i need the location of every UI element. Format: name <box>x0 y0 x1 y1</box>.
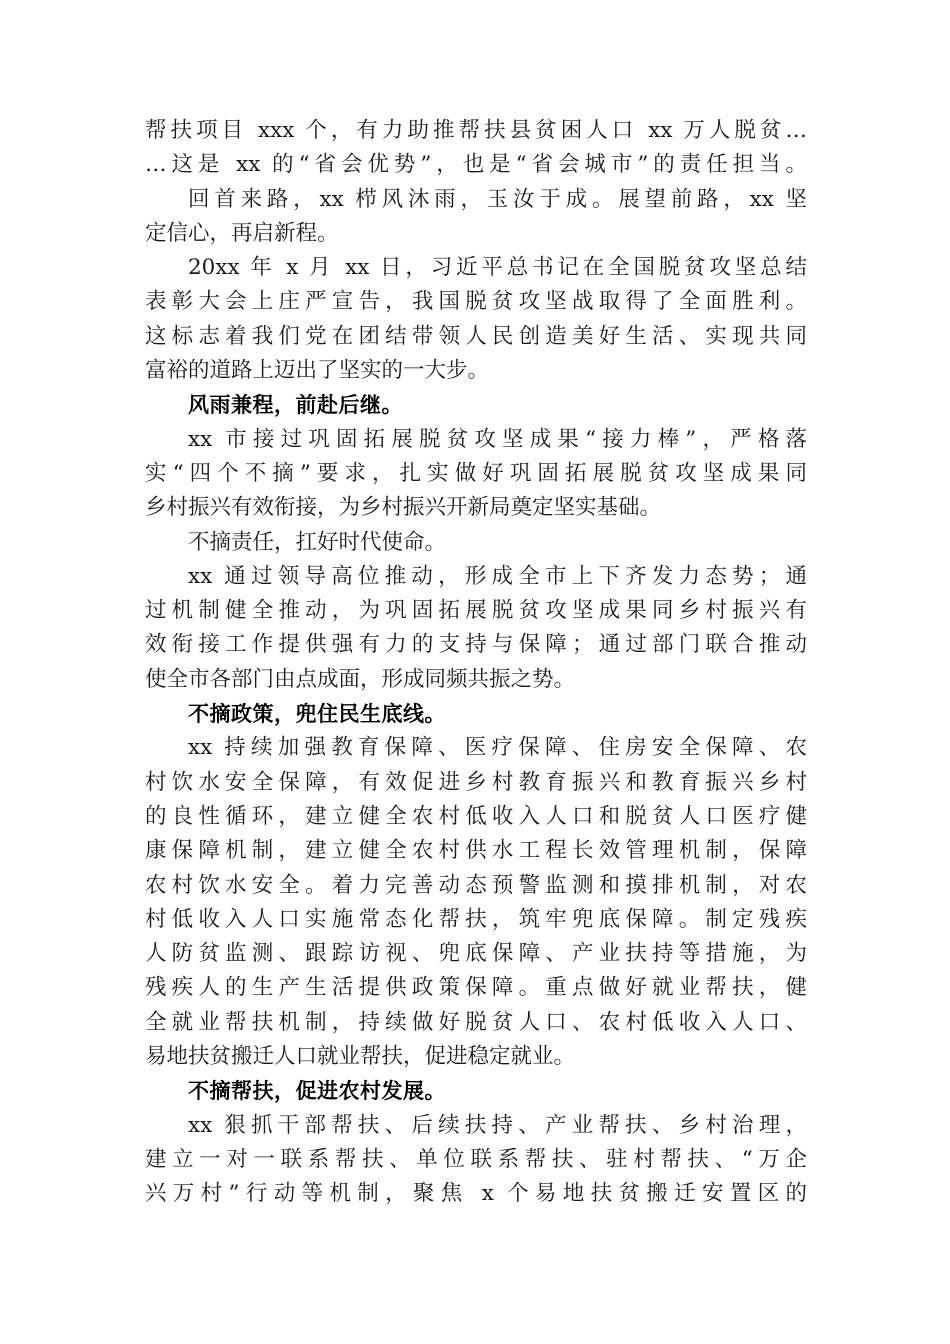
text-line: 全就业帮扶机制，持续做好脱贫人口、农村低收入人口、 <box>145 1009 807 1035</box>
text-line: 回首来路，xx 栉风沐雨，玉汝于成。展望前路，xx 坚 <box>188 186 807 212</box>
text-line: 富裕的道路上迈出了坚实的一大步。 <box>145 358 490 384</box>
paragraph <box>145 1109 807 1212</box>
section-heading <box>145 697 807 731</box>
paragraph <box>145 114 807 183</box>
text-line: …这是 xx 的“省会优势”，也是“省会城市”的责任担当。 <box>145 152 807 178</box>
text-line: 使全市各部门由点成面，形成同频共振之势。 <box>145 666 576 692</box>
text-line: 残疾人的生产生活提供政策保障。重点做好就业帮扶，健 <box>145 975 807 1001</box>
text-line: 这标志着我们党在团结带领人民创造美好生活、实现共同 <box>145 323 807 349</box>
heading-line: 风雨兼程，前赴后继。 <box>188 393 403 418</box>
text-line: 效衔接工作提供强有力的支持与保障；通过部门联合推动 <box>145 632 807 658</box>
text-line: xx 市接过巩固拓展脱贫攻坚成果“接力棒”，严格落 <box>188 426 807 452</box>
text-line: 乡村振兴有效衔接，为乡村振兴开新局奠定坚实基础。 <box>145 495 662 521</box>
paragraph <box>145 251 807 388</box>
section-heading <box>145 388 807 422</box>
paragraph <box>145 183 807 252</box>
text-line: 人防贫监测、跟踪访视、兜底保障、产业扶持等措施，为 <box>145 941 807 967</box>
text-line: 康保障机制，建立健全农村供水工程长效管理机制，保障 <box>145 838 807 864</box>
subheading-line: 不摘责任，扛好时代使命。 <box>188 529 447 555</box>
text-line: 实“四个不摘”要求，扎实做好巩固拓展脱贫攻坚成果同 <box>145 460 807 486</box>
text-line: 村饮水安全保障，有效促进乡村教育振兴和教育振兴乡村 <box>145 769 807 795</box>
text-line: 过机制健全推动，为巩固拓展脱贫攻坚成果同乡村振兴有 <box>145 598 807 624</box>
text-line: 的良性循环，建立健全农村低收入人口和脱贫人口医疗健 <box>145 803 807 829</box>
text-line: 村低收入人口实施常态化帮扶，筑牢兜底保障。制定残疾 <box>145 906 807 932</box>
section-heading <box>145 1074 807 1108</box>
text-line: 建立一对一联系帮扶、单位联系帮扶、驻村帮扶、“万企 <box>145 1146 807 1172</box>
heading-line: 不摘政策，兜住民生底线。 <box>188 702 446 727</box>
subheading <box>145 526 807 560</box>
paragraph <box>145 423 807 526</box>
text-line: 帮扶项目 xxx 个，有力助推帮扶县贫困人口 xx 万人脱贫… <box>145 118 807 143</box>
text-line: 20xx 年 x 月 xx 日，习近平总书记在全国脱贫攻坚总结 <box>188 255 807 281</box>
text-line: xx 持续加强教育保障、医疗保障、住房安全保障、农 <box>188 735 807 761</box>
document-page <box>145 114 807 1212</box>
text-line: 农村饮水安全。着力完善动态预警监测和摸排机制，对农 <box>145 872 807 898</box>
text-line: 易地扶贫搬迁人口就业帮扶，促进稳定就业。 <box>145 1044 576 1070</box>
text-line: 兴万村”行动等机制，聚焦 x 个易地扶贫搬迁安置区的 <box>145 1181 807 1207</box>
heading-line: 不摘帮扶，促进农村发展。 <box>188 1079 446 1104</box>
text-line: xx 通过领导高位推动，形成全市上下齐发力态势；通 <box>188 563 807 589</box>
text-line: 表彰大会上庄严宣告，我国脱贫攻坚战取得了全面胜利。 <box>145 289 807 315</box>
text-line: 定信心，再启新程。 <box>145 220 339 246</box>
paragraph <box>145 731 807 1074</box>
paragraph <box>145 560 807 697</box>
text-line: xx 狠抓干部帮扶、后续扶持、产业帮扶、乡村治理， <box>188 1112 807 1138</box>
